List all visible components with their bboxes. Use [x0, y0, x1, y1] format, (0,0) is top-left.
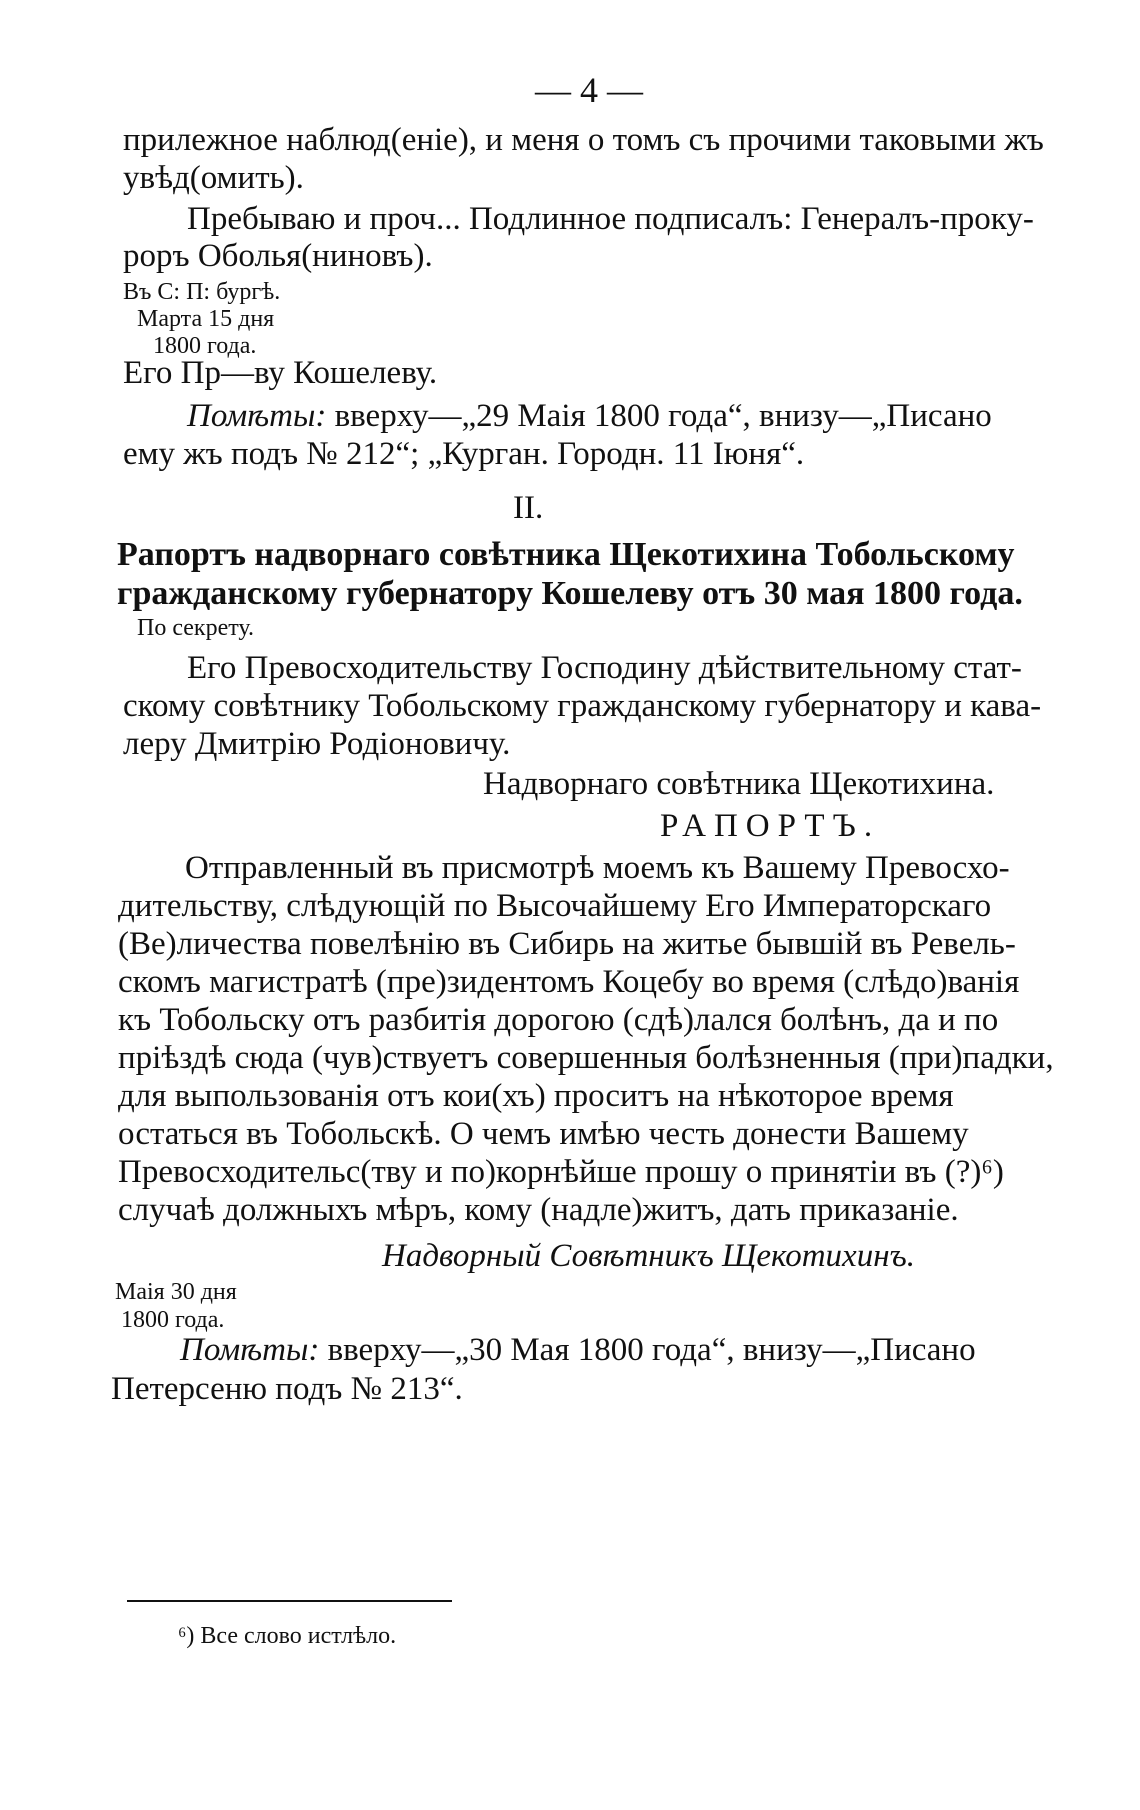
report-line: (Ве)личества повелѣнію въ Сибирь на житье бывшій въ Ревель-: [118, 926, 1016, 962]
letter1-line: роръ Оболья(ниновъ).: [123, 238, 433, 274]
notes-text: вверху—„29 Маія 1800 года“, внизу—„Писано: [326, 398, 992, 434]
report-date: Маія 30 дня: [115, 1279, 237, 1305]
notes-text: вверху—„30 Мая 1800 года“, внизу—„Писано: [319, 1332, 976, 1368]
report-line: дительству, слѣдующій по Высочайшему Его Императорскаго: [118, 888, 992, 924]
letter1-line: Пребываю и проч... Подлинное подписалъ: Генералъ-проку-: [187, 201, 1034, 237]
signature: Надворный Совѣтникъ Щекотихинъ.: [382, 1238, 915, 1274]
letter1-place: Въ С: П: бургѣ.: [123, 279, 281, 305]
report-line: случаѣ должныхъ мѣръ, кому (надле)житъ, дать приказаніе.: [118, 1192, 959, 1228]
section-numeral: II.: [513, 490, 544, 526]
secret-note: По секрету.: [137, 615, 255, 641]
page-number: — 4 —: [535, 70, 643, 110]
letter1-date: Марта 15 дня: [137, 306, 275, 332]
report-notes-line: Петерсеню подъ № 213“.: [111, 1371, 463, 1407]
notes-label: Помѣты:: [180, 1332, 320, 1368]
footnote: ⁶) Все слово истлѣло.: [178, 1623, 397, 1649]
report-line: скомъ магистратѣ (пре)зидентомъ Коцебу во время (слѣдо)ванія: [118, 964, 1020, 1000]
letter1-addressee: Его Пр—ву Кошелеву.: [123, 355, 438, 391]
report-line: для выпользованія отъ кои(хъ) проситъ на нѣкоторое время: [118, 1078, 954, 1114]
report-line: остаться въ Тобольскѣ. О чемъ имѣю честь донести Вашему: [118, 1116, 969, 1152]
letter1-notes: [187, 398, 992, 434]
address-line: скому совѣтнику Тобольскому гражданскому губернатору и кава-: [123, 688, 1042, 724]
report-notes: [180, 1332, 976, 1368]
report-year: 1800 года.: [121, 1307, 225, 1333]
notes-label: Помѣты:: [187, 398, 327, 434]
letter1-line: прилежное наблюд(еніе), и меня о томъ съ прочими таковыми жъ: [123, 122, 1044, 158]
report-line: Превосходительс(тву и по)корнѣйше прошу о принятіи въ (?)⁶): [118, 1154, 1004, 1190]
address-line: леру Дмитрію Родіоновичу.: [123, 726, 511, 762]
section-title: Рапортъ надворнаго совѣтника Щекотихина Тобольскому: [117, 536, 1015, 573]
report-line: пріѣздѣ сюда (чув)ствуетъ совершенныя болѣзненныя (при)падки,: [118, 1040, 1054, 1076]
address-line: Его Превосходительству Господину дѣйствительному стат-: [187, 650, 1022, 686]
letter1-line: увѣд(омить).: [123, 160, 304, 196]
section-title: гражданскому губернатору Кошелеву отъ 30 мая 1800 года.: [117, 575, 1023, 612]
letter1-year: 1800 года.: [153, 333, 257, 359]
report-line: къ Тобольску отъ разбитія дорогою (сдѣ)лался болѣнъ, да и по: [118, 1002, 999, 1038]
report-heading: РАПОРТЪ.: [660, 808, 881, 844]
footnote-divider: [127, 1600, 452, 1602]
report-line: Отправленный въ присмотрѣ моемъ къ Вашему Превосхо-: [185, 850, 1010, 886]
sender-line: Надворнаго совѣтника Щекотихина.: [483, 766, 995, 802]
letter1-notes-line: ему жъ подъ № 212“; „Курган. Городн. 11 Іюня“.: [123, 436, 805, 472]
